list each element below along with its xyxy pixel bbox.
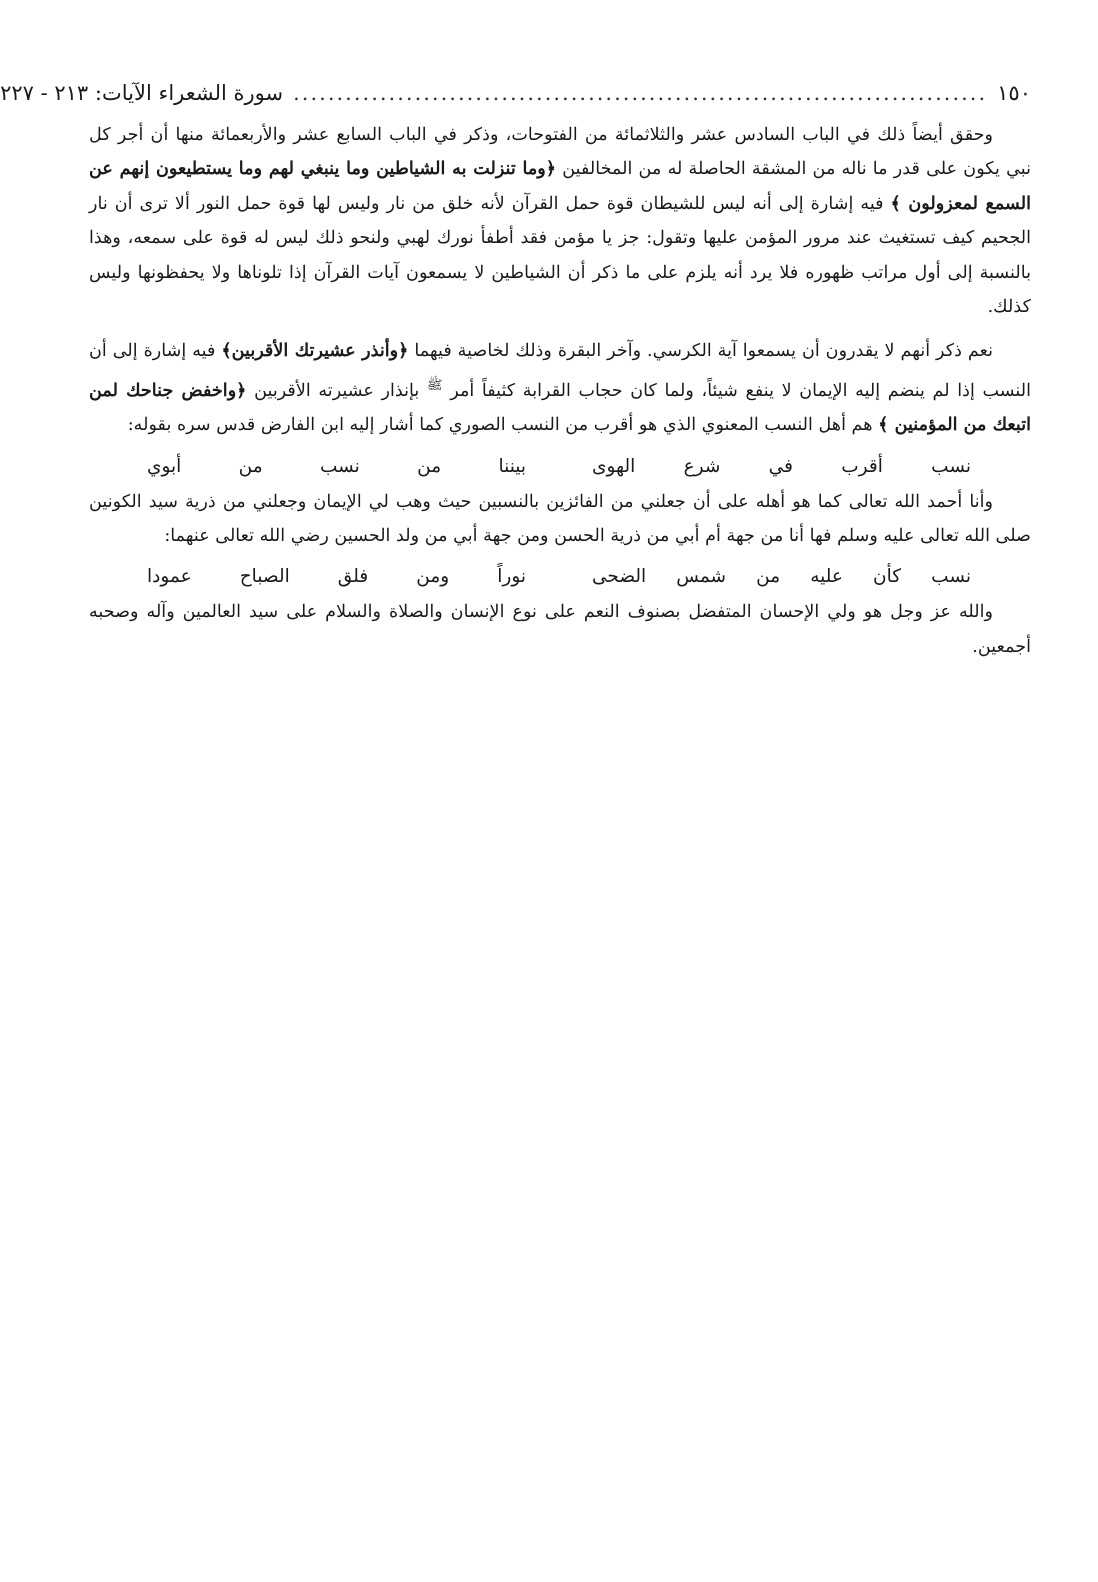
- poetry-verse-2: [89, 553, 1031, 595]
- paragraph-2-text-a: نعم ذكر أنهم لا يقدرون أن يسمعوا آية الكرسي. وآخر البقرة وذلك لخاصية فيهما: [408, 341, 994, 362]
- salla-honorific-icon: ﷺ: [426, 377, 443, 393]
- paragraph-1-text-b: فيه إشارة إلى أنه ليس للشيطان قوة حمل القرآن لأنه خلق من نار وليس لها قوة حمل النور ألا ترى أن نار الجحيم كيف تستغيث عند مرور المؤمن عليها وتقول: جز يا مؤمن فقد أطفأ نورك لهبي ولنحو ذلك ليس له قوة على سمعه، وهذا بالنسبة إلى أول مراتب ظهوره فلا يرد أنه يلزم على ما ذكر أن الشياطين لا يسمعون آيات القرآن إذا تلوناها ولا يحفظونها وليس كذلك.: [89, 193, 1031, 318]
- paragraph-1-text-a: وحقق أيضاً ذلك في الباب السادس عشر والثلاثمائة من الفتوحات، وذكر في الباب السابع عشر والأربعمائة منها أن أجر كل نبي يكون على قدر ما ناله من المشقة الحاصلة له من المخالفين: [89, 125, 1031, 180]
- header-dot-leader: ................................................................................: [293, 81, 988, 105]
- verse-1-first-hemistich: نسب أقرب في شرع الهوى: [591, 455, 971, 477]
- paragraph-2: [89, 334, 1031, 442]
- verse-2-first-hemistich: نسب كأن عليه من شمس الضحى: [591, 566, 971, 588]
- running-title: سورة الشعراء الآيات: ٢١٣ - ٢٢٧: [0, 81, 284, 105]
- paragraph-2-text-d: هم أهل النسب المعنوي الذي هو أقرب من النسب الصوري كما أشار إليه ابن الفارض قدس سره بقوله:: [127, 415, 879, 436]
- paragraph-2-text-b: فيه إشارة إلى أن النسب إذا لم ينضم إليه الإيمان لا ينفع شيئاً، ولما كان حجاب القرابة كثيفاً أمر: [89, 341, 1031, 401]
- verse-1-second-hemistich: بيننا من نسب من أبوي: [147, 455, 527, 477]
- page-number: ١٥٠: [997, 81, 1031, 105]
- paragraph-3: وأنا أحمد الله تعالى كما هو أهله على أن جعلني من الفائزين بالنسبين حيث وهب لي الإيمان وجعلني من ذرية سيد الكونين صلى الله تعالى عليه وسلم فها أنا من جهة أم أبي من ذرية الحسن ومن جهة أبي من ولد الحسين رضي الله تعالى عنهما:: [89, 491, 1031, 546]
- quran-quote-1: ﴿وما تنزلت به الشياطين وما ينبغي لهم وما يستطيعون إنهم عن السمع لمعزولون ﴾: [89, 158, 1031, 214]
- document-page: [0, 78, 1031, 664]
- quran-quote-3: ﴿واخفض جناحك لمن اتبعك من المؤمنين ﴾: [89, 379, 1031, 436]
- poetry-verse-1: [89, 443, 1031, 485]
- paragraph-1: [89, 118, 1031, 324]
- verse-2-second-hemistich: نوراً ومن فلق الصباح عمودا: [147, 566, 527, 588]
- quran-quote-2: ﴿وأنذر عشيرتك الأقربين﴾: [221, 340, 409, 362]
- paragraph-4: والله عز وجل هو ولي الإحسان المتفضل بصنوف النعم على نوع الإنسان والصلاة والسلام على سيد العالمين وآله وصحبه أجمعين.: [89, 602, 1031, 657]
- page-header: [0, 78, 1031, 118]
- paragraph-2-text-c: بإنذار عشيرته الأقربين: [246, 380, 427, 401]
